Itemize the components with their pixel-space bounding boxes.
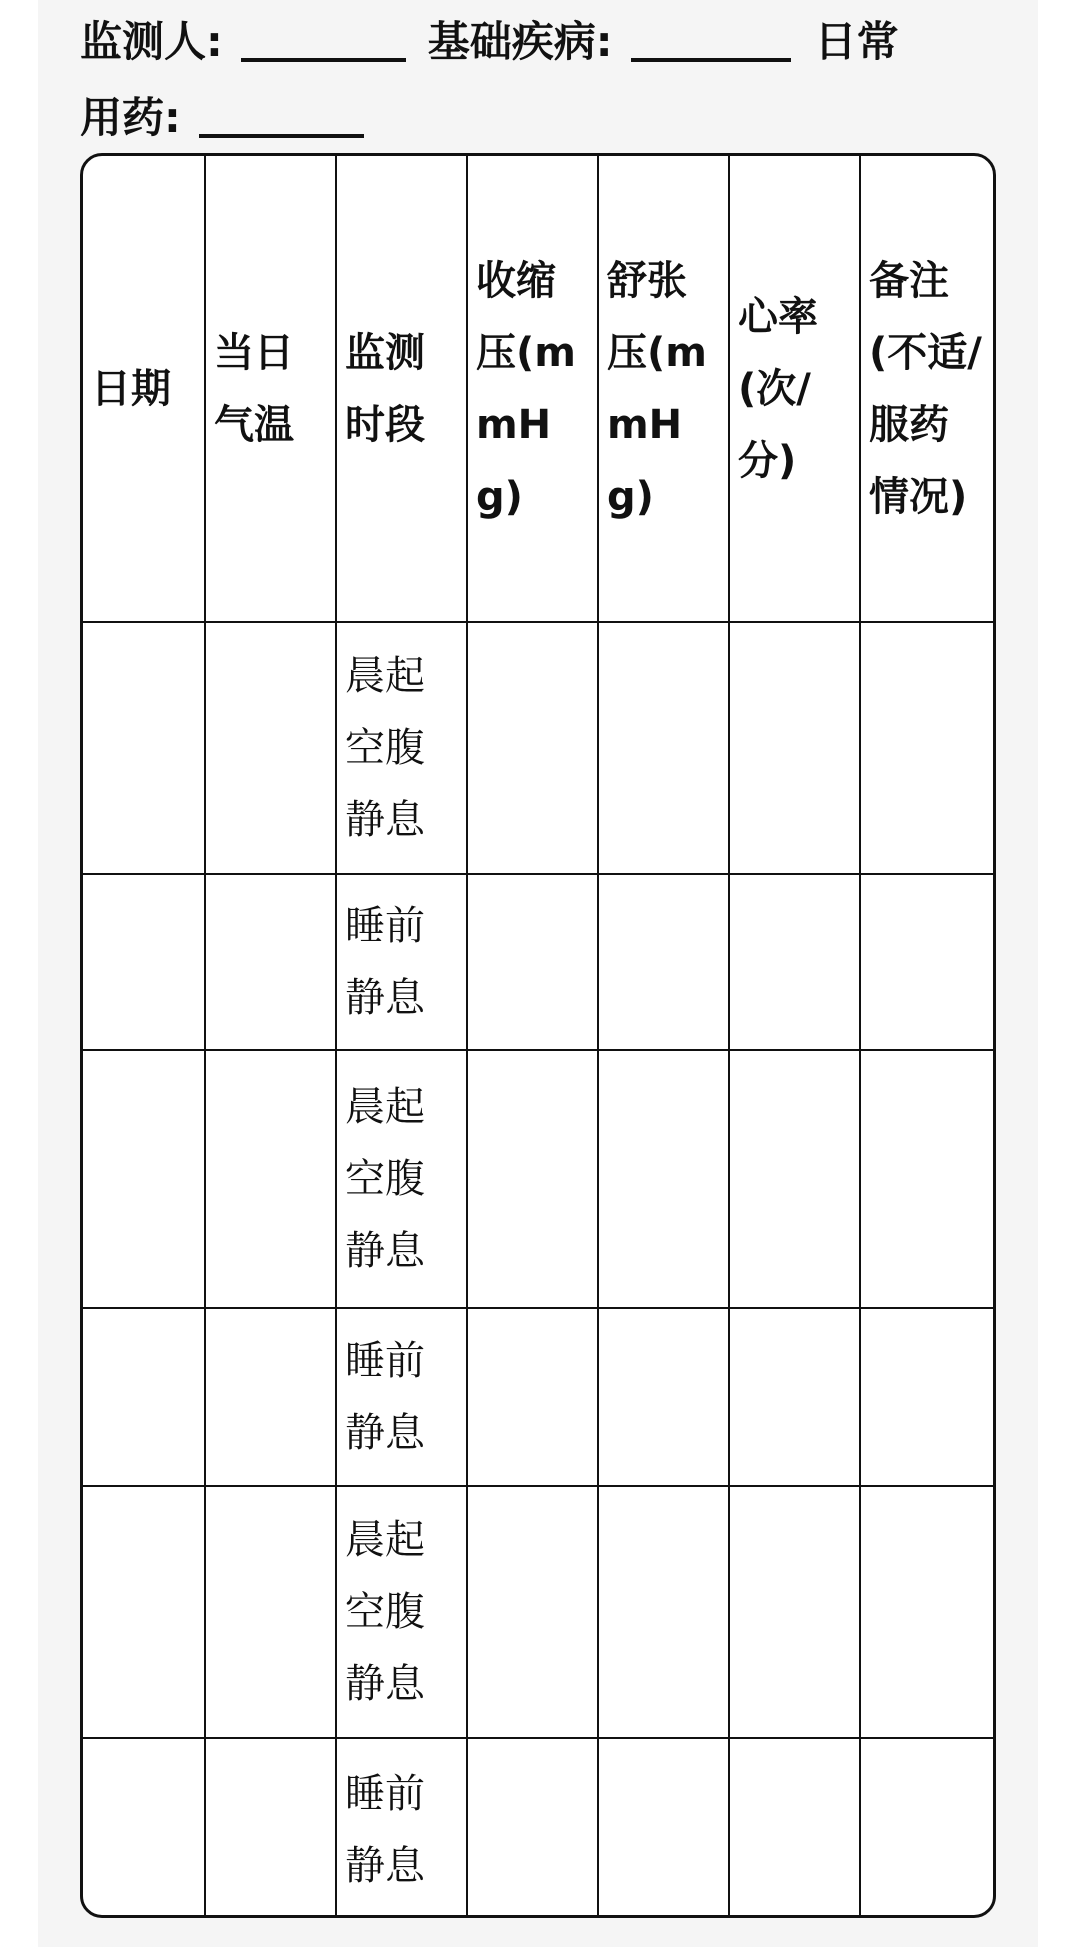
col-diastolic: 舒张压(mmHg) <box>598 156 729 622</box>
temperature-cell[interactable] <box>205 874 336 1050</box>
date-cell[interactable] <box>83 1486 205 1738</box>
disease-label: 基础疾病: <box>427 17 613 66</box>
period-cell: 睡前静息 <box>336 1738 467 1918</box>
diastolic-cell[interactable] <box>598 622 729 874</box>
date-cell[interactable] <box>83 874 205 1050</box>
date-cell[interactable] <box>83 1308 205 1486</box>
period-cell: 晨起空腹静息 <box>336 1486 467 1738</box>
period-cell: 睡前静息 <box>336 874 467 1050</box>
daily-label-part1: 日常 <box>814 17 899 66</box>
heart-rate-cell[interactable] <box>729 1486 860 1738</box>
heart-rate-cell[interactable] <box>729 622 860 874</box>
monitoring-table <box>80 153 996 1918</box>
heart-rate-cell[interactable] <box>729 1308 860 1486</box>
daily-label-part2: 用药: <box>80 93 181 142</box>
table-row <box>83 622 993 874</box>
col-notes: 备注(不适/服药情况) <box>860 156 993 622</box>
col-period: 监测时段 <box>336 156 467 622</box>
systolic-cell[interactable] <box>467 1050 598 1308</box>
table-row <box>83 1050 993 1308</box>
period-cell: 晨起空腹静息 <box>336 1050 467 1308</box>
form-header-line-2 <box>80 88 364 148</box>
systolic-cell[interactable] <box>467 1486 598 1738</box>
table-row <box>83 874 993 1050</box>
temperature-cell[interactable] <box>205 1486 336 1738</box>
diastolic-cell[interactable] <box>598 1308 729 1486</box>
col-date: 日期 <box>83 156 205 622</box>
heart-rate-cell[interactable] <box>729 1738 860 1918</box>
disease-blank[interactable] <box>631 58 791 62</box>
table-row <box>83 1308 993 1486</box>
date-cell[interactable] <box>83 1050 205 1308</box>
systolic-cell[interactable] <box>467 1308 598 1486</box>
col-systolic: 收缩压(mmHg) <box>467 156 598 622</box>
diastolic-cell[interactable] <box>598 874 729 1050</box>
diastolic-cell[interactable] <box>598 1050 729 1308</box>
table-row <box>83 1738 993 1918</box>
form-header-line-1 <box>80 12 899 72</box>
heart-rate-cell[interactable] <box>729 1050 860 1308</box>
col-temperature: 当日气温 <box>205 156 336 622</box>
date-cell[interactable] <box>83 1738 205 1918</box>
monitor-label: 监测人: <box>80 17 223 66</box>
temperature-cell[interactable] <box>205 1738 336 1918</box>
period-cell: 晨起空腹静息 <box>336 622 467 874</box>
systolic-cell[interactable] <box>467 1738 598 1918</box>
table-row <box>83 1486 993 1738</box>
medication-blank[interactable] <box>199 134 364 138</box>
notes-cell[interactable] <box>860 1308 993 1486</box>
monitor-blank[interactable] <box>241 58 406 62</box>
systolic-cell[interactable] <box>467 622 598 874</box>
diastolic-cell[interactable] <box>598 1738 729 1918</box>
notes-cell[interactable] <box>860 622 993 874</box>
period-cell: 睡前静息 <box>336 1308 467 1486</box>
heart-rate-cell[interactable] <box>729 874 860 1050</box>
date-cell[interactable] <box>83 622 205 874</box>
header-row <box>83 156 993 622</box>
systolic-cell[interactable] <box>467 874 598 1050</box>
col-heart-rate: 心率(次/分) <box>729 156 860 622</box>
notes-cell[interactable] <box>860 1486 993 1738</box>
temperature-cell[interactable] <box>205 1050 336 1308</box>
temperature-cell[interactable] <box>205 622 336 874</box>
temperature-cell[interactable] <box>205 1308 336 1486</box>
notes-cell[interactable] <box>860 874 993 1050</box>
notes-cell[interactable] <box>860 1738 993 1918</box>
notes-cell[interactable] <box>860 1050 993 1308</box>
diastolic-cell[interactable] <box>598 1486 729 1738</box>
